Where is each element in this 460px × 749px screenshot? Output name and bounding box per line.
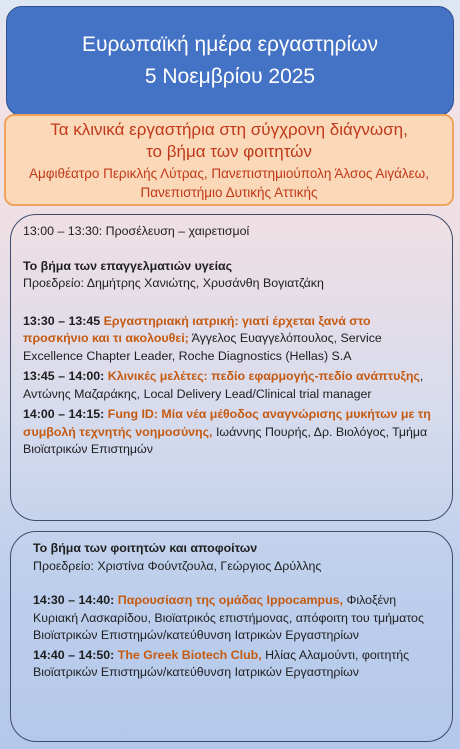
professionals-session xyxy=(10,214,453,521)
theme-subtitle xyxy=(6,119,452,163)
event-title: Ευρωπαϊκή ημέρα εργαστηρίων xyxy=(82,33,378,56)
theme-venue-box xyxy=(4,114,454,206)
session-heading: Το βήμα των επαγγελματιών υγείας xyxy=(23,258,233,273)
talk-speaker: Άγγελος Ευαγγελόπουλος, Service Excellence Chapter Leader, Roche Diagnostics (Hellas) S.A xyxy=(23,331,382,363)
talk-time: 14:00 – 14:15: xyxy=(23,407,105,421)
talk-item xyxy=(23,368,432,403)
talk-time: 13:30 – 13:45 xyxy=(23,313,101,328)
talk-item xyxy=(23,406,432,459)
theme-line-2: το βήμα των φοιτητών xyxy=(146,142,312,161)
students-session xyxy=(10,531,453,742)
venue-line-2: Πανεπιστήμιο Δυτικής Αττικής xyxy=(140,185,318,200)
session-heading: Το βήμα των φοιτητών και αποφοίτων xyxy=(33,541,258,555)
talk-time: 14:30 – 14:40: xyxy=(33,593,115,607)
talk-speaker: , Αντώνης Μαζαράκης, Local Delivery Lead/Clinical trial manager xyxy=(23,369,424,401)
session-chairs: Προεδρείο: Δημήτρης Χανιώτης, Χρυσάνθη Βογιατζάκη xyxy=(23,276,324,290)
event-date: 5 Νοεμβρίου 2025 xyxy=(144,65,316,88)
venue-location xyxy=(6,164,452,202)
arrival-item: 13:00 – 13:30: Προσέλευση – χαιρετισμοί xyxy=(23,224,250,238)
venue-line-1: Αμφιθέατρο Περικλής Λύτρας, Πανεπιστημιούπολη Άλσος Αιγάλεω, xyxy=(29,166,429,181)
title-banner xyxy=(6,6,454,116)
session-chairs: Προεδρείο: Χριστίνα Φούντζουλα, Γεώργιος Δρύλλης xyxy=(33,558,322,573)
talk-speaker: Φιλοξένη Κυριακή Λασκαρίδου, Βιοϊατρικός επιστήμονας, απόφοιτη του τμήματος Βιοϊατρικών Επιστημών/κατεύθυνση Ιατρικών Εργαστηρίων xyxy=(33,593,424,642)
talk-speaker: Ηλίας Αλαμούντι, φοιτητής Βιοϊατρικών Επιστημών/κατεύθυνση Ιατρικών Εργαστηρίων xyxy=(33,647,410,679)
talk-item xyxy=(23,313,432,366)
talk-title: Εργαστηριακή ιατρική: γιατί έρχεται ξανά στο προσκήνιο και τι ακολουθεί; xyxy=(23,313,371,345)
talk-speaker: Ιωάννης Πουρής, Δρ. Βιολόγος, Τμήμα Βιοϊατρικών Επιστημών xyxy=(23,424,428,456)
talk-time: 13:45 – 14:00: xyxy=(23,369,105,383)
talk-time: 14:40 – 14:50: xyxy=(33,647,115,662)
theme-line-1: Τα κλινικά εργαστήρια στη σύγχρονη διάγνωση, xyxy=(50,120,408,139)
talk-item xyxy=(33,592,432,645)
talk-title: Fung ID: Μία νέα μέθοδος αναγνώρισης μυκήτων με τη συμβολή τεχνητής νοημοσύνης, xyxy=(23,407,431,439)
talk-title: Παρουσίαση της ομάδας Ippocampus, xyxy=(117,593,343,607)
talk-item xyxy=(33,647,432,682)
talk-title: Κλινικές μελέτες: πεδίο εφαρμογής-πεδίο ανάπτυξης xyxy=(107,369,420,383)
talk-title: The Greek Biotech Club, xyxy=(117,647,262,662)
